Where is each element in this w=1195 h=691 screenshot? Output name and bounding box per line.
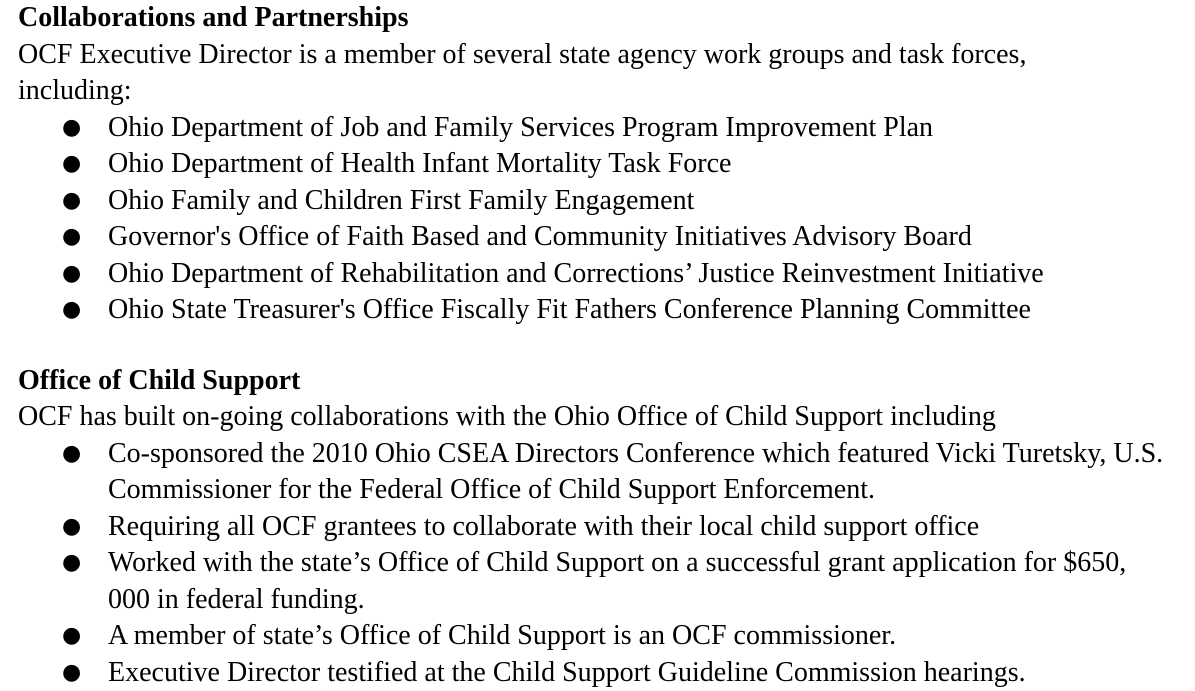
bullet-icon: ● [62,292,76,329]
list-item-text: Ohio Department of Rehabilitation and Corrections’ Justice Reinvestment Initiative [108,258,1044,289]
bullet-icon: ● [62,146,76,183]
list-item [18,436,1177,509]
list-item [18,110,1177,147]
list-item [18,146,1177,183]
list-item-text: Co-sponsored the 2010 Ohio CSEA Directors Conference which featured Vicki Turetsky, U.S. Commissioner for the Federal Office of Child Support Enforcement. [108,438,1163,506]
bullet-icon: ● [62,110,76,147]
collaborations-intro: OCF Executive Director is a member of several state agency work groups and task forces, including: [18,37,1177,110]
collaborations-list [18,110,1177,329]
bullet-icon: ● [62,655,76,691]
list-item-text: Executive Director testified at the Child Support Guideline Commission hearings. [108,657,1026,688]
list-item-text: Worked with the state’s Office of Child Support on a successful grant application for $650, 000 in federal funding. [108,547,1126,615]
collaborations-heading: Collaborations and Partnerships [18,0,1177,37]
child-support-intro: OCF has built on-going collaborations with the Ohio Office of Child Support including [18,399,1177,436]
child-support-heading: Office of Child Support [18,363,1177,400]
list-item [18,292,1177,329]
list-item-text: Ohio State Treasurer's Office Fiscally Fit Fathers Conference Planning Committee [108,294,1031,325]
list-item [18,183,1177,220]
list-item [18,618,1177,655]
list-item-text: Ohio Department of Job and Family Services Program Improvement Plan [108,112,933,143]
collaborations-section [18,0,1177,329]
bullet-icon: ● [62,545,76,582]
list-item [18,256,1177,293]
list-item-text: Ohio Family and Children First Family Engagement [108,185,694,216]
bullet-icon: ● [62,618,76,655]
bullet-icon: ● [62,436,76,473]
child-support-section [18,363,1177,691]
list-item [18,219,1177,256]
bullet-icon: ● [62,256,76,293]
list-item-text: Ohio Department of Health Infant Mortality Task Force [108,148,731,179]
list-item [18,545,1177,618]
list-item-text: A member of state’s Office of Child Support is an OCF commissioner. [108,620,896,651]
bullet-icon: ● [62,219,76,256]
list-item-text: Governor's Office of Faith Based and Community Initiatives Advisory Board [108,221,972,252]
bullet-icon: ● [62,509,76,546]
child-support-list [18,436,1177,691]
list-item [18,509,1177,546]
list-item-text: Requiring all OCF grantees to collaborate with their local child support office [108,511,979,542]
list-item [18,655,1177,691]
bullet-icon: ● [62,183,76,220]
